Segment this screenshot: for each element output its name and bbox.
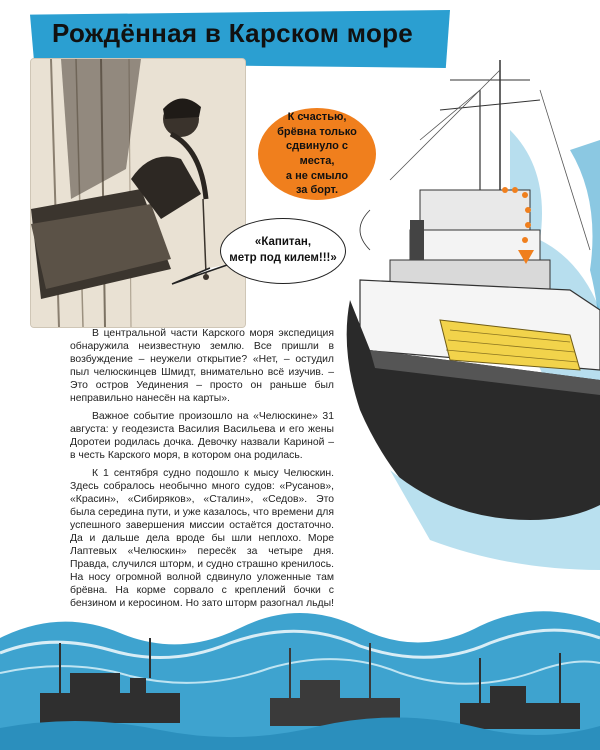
- page-title: Рождённая в Карском море: [52, 18, 414, 48]
- article-paragraph-1: В центральной части Карского моря экспедиция обнаружила неизвестную землю. Все пришли в возбуждение – неужели открытие? «Нет, – остудил пыл челюскинцев Шмидт, внимательно всё изучив. – Это остров Уединения – просто он раньше был неправильно нанесён на карты».: [70, 328, 334, 404]
- captain-sketch-image: [31, 59, 245, 327]
- article-paragraph-2: Важное событие произошло на «Челюскине» 31 августа: у геодезиста Василия Васильева и его жены Доротеи родилась дочка. Девочку назвали Кариной – в честь Карского моря, в котором она родилась.: [70, 411, 334, 461]
- article-paragraph-3: К 1 сентября судно подошло к мысу Челюскин. Здесь собралось необычно много судов: «Русанов», «Красин», «Сибиряков», «Сталин», «Седов». Это была середина пути, и уже казалось, что времени для успешного завершения миссии остаётся достаточно. Да и дальше дела вроде бы шли неплохо. Море Лаптевых «Челюскин» пересёк за четыре дня. Правда, случился шторм, и судно страшно кренилось. На носу огромной волной сдвинуло уложенные там брёвна. На корме сорвало с креплений бочки с бензином и керосином. Но зато шторм разогнал льды!: [70, 468, 334, 609]
- speech-bubble: [220, 218, 346, 284]
- orange-note-callout: [258, 108, 376, 200]
- captain-illustration: [30, 58, 246, 328]
- speech-bubble-text: «Капитан, метр под килем!!!»: [229, 236, 337, 264]
- sea-and-fleet-illustration: [0, 598, 600, 750]
- orange-note-text: К счастью, брёвна только сдвинуло с места, а не смыло за борт.: [277, 111, 357, 197]
- article-body: [70, 327, 334, 615]
